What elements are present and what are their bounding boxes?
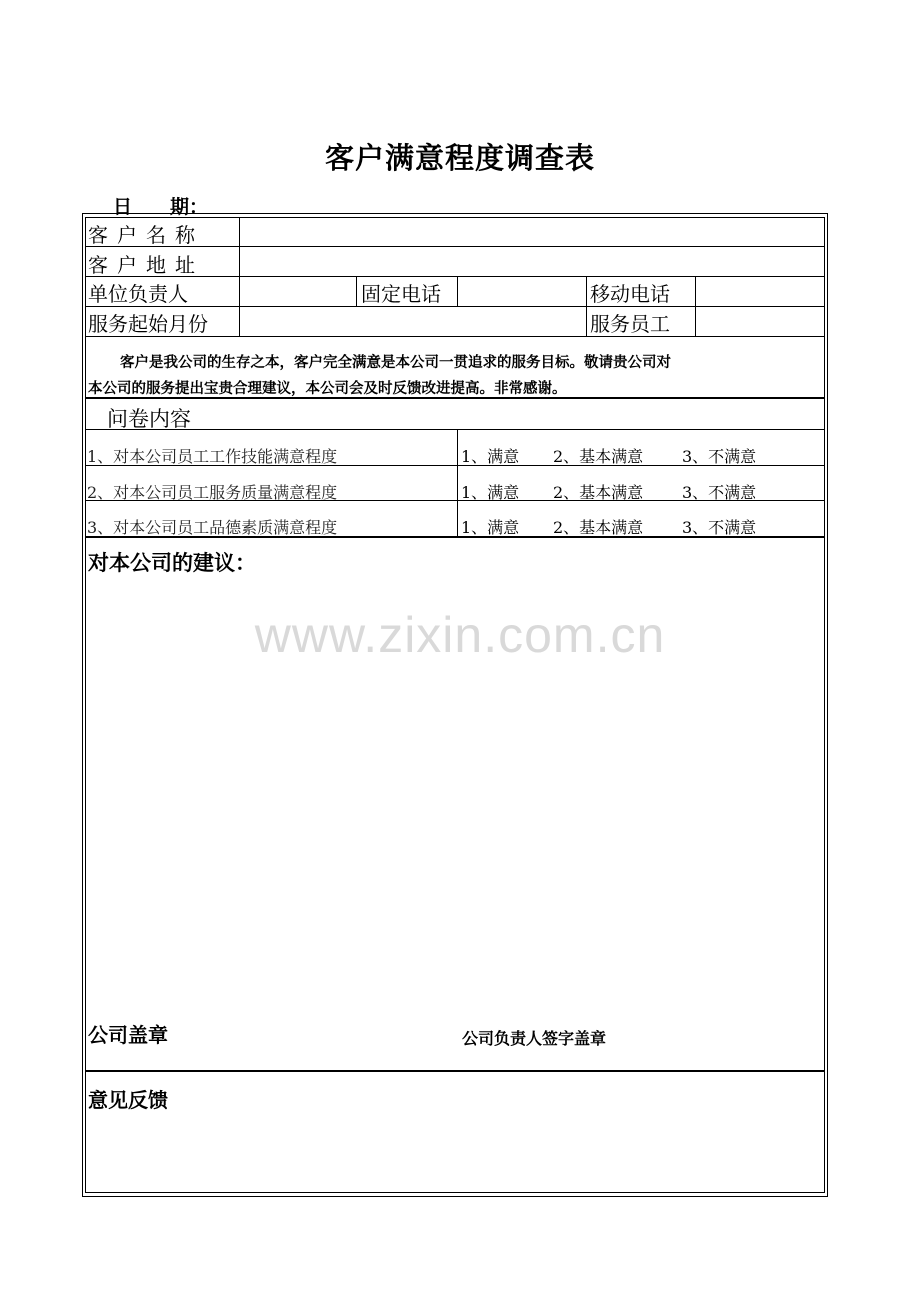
option-satisfied[interactable]: 1、满意 xyxy=(461,483,520,502)
question-text: 3、对本公司员工品德素质满意程度 xyxy=(87,518,338,537)
option-unsatisfied[interactable]: 3、不满意 xyxy=(682,518,757,537)
question-text: 2、对本公司员工服务质量满意程度 xyxy=(87,483,338,502)
question-options xyxy=(461,515,756,538)
option-unsatisfied[interactable]: 3、不满意 xyxy=(682,447,757,466)
unit-head-label: 单位负责人 xyxy=(88,282,188,306)
option-unsatisfied[interactable]: 3、不满意 xyxy=(682,483,757,502)
option-basically-satisfied[interactable]: 2、基本满意 xyxy=(553,483,644,502)
divider xyxy=(239,217,240,336)
divider xyxy=(586,276,587,336)
intro-line: 客户是我公司的生存之本，客户完全满意是本公司一贯追求的服务目标。敬请贵公司对 xyxy=(120,355,671,371)
option-basically-satisfied[interactable]: 2、基本满意 xyxy=(553,447,644,466)
customer-name-label: 客户名称 xyxy=(88,223,204,247)
customer-address-label: 客户地址 xyxy=(88,253,204,277)
watermark: www.zixin.com.cn xyxy=(254,607,666,663)
divider xyxy=(85,1070,825,1072)
question-text: 1、对本公司员工工作技能满意程度 xyxy=(87,447,338,466)
service-start-month-label: 服务起始月份 xyxy=(88,312,208,336)
service-staff-label: 服务员工 xyxy=(590,312,670,336)
question-options xyxy=(461,480,756,503)
divider xyxy=(457,276,458,306)
divider xyxy=(457,429,458,536)
divider xyxy=(85,306,825,307)
intro-line: 本公司的服务提出宝贵合理建议，本公司会及时反馈改进提高。非常感谢。 xyxy=(88,381,567,397)
date-label: 日 期： xyxy=(113,196,209,218)
question-options xyxy=(461,444,756,467)
mobile-label: 移动电话 xyxy=(590,282,670,306)
divider xyxy=(695,276,696,336)
questionnaire-heading: 问卷内容 xyxy=(107,407,191,431)
option-basically-satisfied[interactable]: 2、基本满意 xyxy=(553,518,644,537)
suggestions-label: 对本公司的建议： xyxy=(88,551,256,575)
intro-text xyxy=(88,350,788,402)
option-satisfied[interactable]: 1、满意 xyxy=(461,518,520,537)
divider xyxy=(85,336,825,337)
option-satisfied[interactable]: 1、满意 xyxy=(461,447,520,466)
company-seal-label: 公司盖章 xyxy=(88,1023,168,1047)
feedback-label: 意见反馈 xyxy=(88,1088,168,1112)
divider xyxy=(356,276,357,306)
landline-label: 固定电话 xyxy=(361,282,441,306)
divider xyxy=(85,429,825,430)
signature-label: 公司负责人签字盖章 xyxy=(462,1029,607,1048)
page-title: 客户满意程度调查表 xyxy=(324,141,595,175)
